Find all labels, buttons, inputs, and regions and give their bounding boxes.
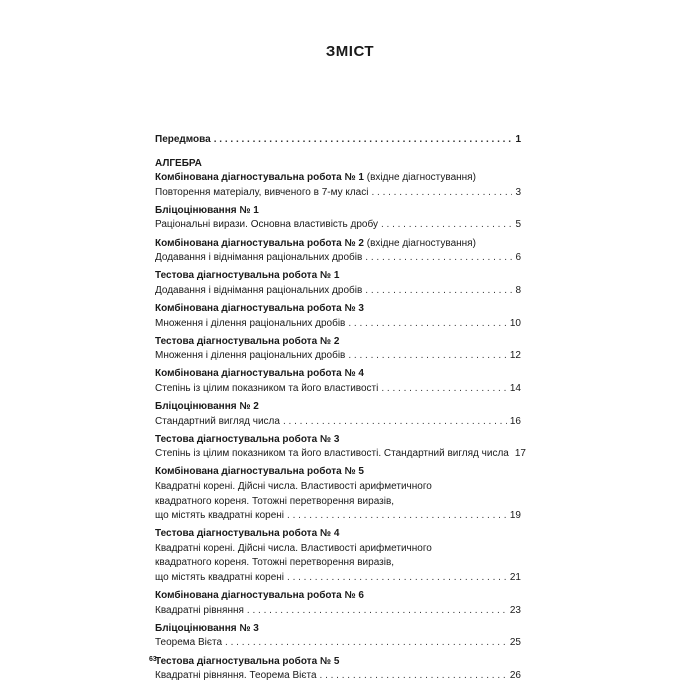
toc-entry-page: 8 (515, 284, 521, 296)
toc-entries (155, 171, 526, 684)
dot-leader (247, 604, 507, 619)
dot-leader (283, 415, 507, 430)
toc-entry-line (155, 284, 521, 299)
toc-entry (155, 204, 521, 233)
dot-leader (287, 571, 507, 586)
toc-entry (155, 302, 521, 331)
toc-entry-heading-text: Комбінована діагностувальна робота № 1 (155, 172, 364, 184)
toc-entry-text: що містять квадратні корені (155, 572, 285, 584)
toc-entry-heading-text: Тестова діагностувальна робота № 5 (155, 655, 340, 667)
toc-entry-page: 19 (509, 510, 521, 522)
toc-entry-heading (155, 622, 521, 637)
toc-entry-page: 26 (509, 670, 521, 682)
toc-entry-heading-text: Комбінована діагностувальна робота № 4 (155, 368, 364, 380)
toc-entry (155, 237, 521, 266)
toc-entry-heading-text: Бліцоцінювання № 2 (155, 401, 259, 412)
toc-entry-line (155, 349, 521, 364)
toc-intro-page: 1 (515, 134, 521, 145)
toc-entry (155, 400, 521, 429)
toc-entry-heading-text: Комбінована діагностувальна робота № 5 (155, 466, 364, 478)
toc-entry-heading-text: Тестова діагностувальна робота № 2 (155, 335, 340, 347)
toc-entry-heading-text: Бліцоцінювання № 3 (155, 622, 259, 634)
toc-entry-page: 21 (509, 572, 521, 584)
toc-entry-heading (155, 237, 521, 252)
toc-entry-heading-text: Комбінована діагностувальна робота № 3 (155, 302, 364, 314)
toc-entry-page: 14 (509, 382, 521, 394)
toc-entry-text: Повторення матеріалу, вивченого в 7-му класі (155, 186, 369, 198)
toc-entry-heading-text: Тестова діагностувальна робота № 1 (155, 270, 340, 282)
toc-entry-page: 17 (514, 448, 526, 460)
toc-entry (155, 269, 521, 298)
toc-entry-heading (155, 400, 521, 415)
toc-entry-text: Додавання і віднімання раціональних дробів (155, 252, 363, 264)
toc-entry-line (155, 447, 526, 462)
dot-leader (365, 251, 512, 266)
toc-entry (155, 655, 521, 684)
dot-leader (381, 218, 512, 233)
toc-entry-line (155, 186, 521, 201)
dot-leader (348, 317, 507, 332)
toc-entry (155, 171, 521, 200)
toc-entry-heading (155, 589, 521, 604)
toc-entry-page: 23 (509, 604, 521, 616)
toc-entry-note: (вхідне діагностування) (363, 172, 476, 184)
toc-entry (155, 465, 521, 523)
toc-entry-text: Степінь із цілим показником та його властивості (155, 382, 379, 394)
toc-entry-line (155, 382, 521, 397)
toc-entry-text: Теорема Вієта (155, 637, 223, 649)
dot-leader (371, 186, 512, 201)
toc-entry-heading (155, 527, 521, 542)
toc-entry (155, 622, 521, 651)
toc-entry-text: квадратного кореня. Тотожні перетворення виразів, (155, 495, 395, 507)
toc-entry-heading-text: Бліцоцінювання № 1 (155, 204, 259, 216)
toc-entry-heading (155, 302, 521, 317)
toc-entry-page: 3 (515, 186, 521, 198)
toc-entry-text: Степінь із цілим показником та його властивості. Стандартний вигляд числа (155, 448, 509, 460)
toc-entry-heading (155, 171, 521, 186)
toc-entry-note: (вхідне діагностування) (363, 237, 476, 249)
toc-entry-page: 10 (509, 317, 521, 329)
toc-entry-line (155, 251, 521, 266)
dot-leader (348, 349, 507, 364)
table-of-contents (155, 133, 526, 684)
toc-entry-heading (155, 204, 521, 219)
toc-entry (155, 335, 521, 364)
toc-entry (155, 527, 521, 585)
toc-entry-line (155, 218, 521, 233)
toc-entry (155, 589, 521, 618)
toc-entry-line (155, 636, 521, 651)
toc-entry-heading-text: Комбінована діагностувальна робота № 6 (155, 590, 364, 602)
toc-entry-text: Множення і ділення раціональних дробів (155, 350, 346, 362)
toc-entry-heading (155, 465, 521, 480)
dot-leader (214, 133, 513, 148)
toc-entry-text: Раціональні вирази. Основна властивість дробу (155, 219, 378, 231)
toc-entry-heading (155, 269, 521, 284)
toc-entry-text: Квадратні корені. Дійсні числа. Властивості арифметичного (155, 542, 432, 554)
toc-entry-line (155, 415, 521, 430)
toc-entry-heading-text: Тестова діагностувальна робота № 3 (155, 433, 340, 445)
toc-entry-text: Квадратні корені. Дійсні числа. Властивості арифметичного (155, 480, 432, 492)
toc-entry-text: що містять квадратні корені (155, 510, 285, 522)
toc-intro-label: Передмова (155, 134, 211, 145)
toc-entry-line (155, 571, 521, 586)
toc-entry-text: Множення і ділення раціональних дробів (155, 317, 346, 329)
toc-entry-text: Квадратні рівняння. Теорема Вієта (155, 670, 317, 682)
toc-entry-heading-text: Тестова діагностувальна робота № 4 (155, 528, 340, 540)
toc-entry-text: Додавання і віднімання раціональних дробів (155, 284, 363, 296)
page-title: ЗМІСТ (325, 43, 375, 60)
toc-entry-heading (155, 335, 521, 350)
dot-leader (287, 509, 507, 524)
toc-intro (155, 133, 521, 148)
toc-entry-text: квадратного кореня. Тотожні перетворення виразів, (155, 557, 395, 569)
toc-entry (155, 433, 526, 462)
toc-entry-page: 25 (509, 637, 521, 649)
dot-leader (320, 669, 507, 684)
dot-leader (365, 284, 512, 299)
toc-entry-page: 12 (509, 350, 521, 362)
toc-entry-line (155, 317, 521, 332)
toc-entry-text: Стандартний вигляд числа (155, 415, 280, 427)
dot-leader (225, 636, 507, 651)
toc-entry-heading-text: Комбінована діагностувальна робота № 2 (155, 237, 364, 249)
page-number: 63 (149, 656, 157, 663)
toc-entry-page: 5 (515, 219, 521, 231)
toc-entry-line (155, 669, 521, 684)
toc-entry-heading (155, 367, 521, 382)
toc-entry-line (155, 604, 521, 619)
toc-entry-page: 16 (509, 415, 521, 427)
toc-entry-heading (155, 655, 521, 670)
section-heading: АЛГЕБРА (155, 157, 202, 169)
toc-entry-heading (155, 433, 521, 448)
toc-entry-line (155, 509, 521, 524)
toc-entry-text: Квадратні рівняння (155, 604, 244, 616)
toc-entry-page: 6 (515, 252, 521, 264)
dot-leader (381, 382, 507, 397)
toc-entry (155, 367, 521, 396)
